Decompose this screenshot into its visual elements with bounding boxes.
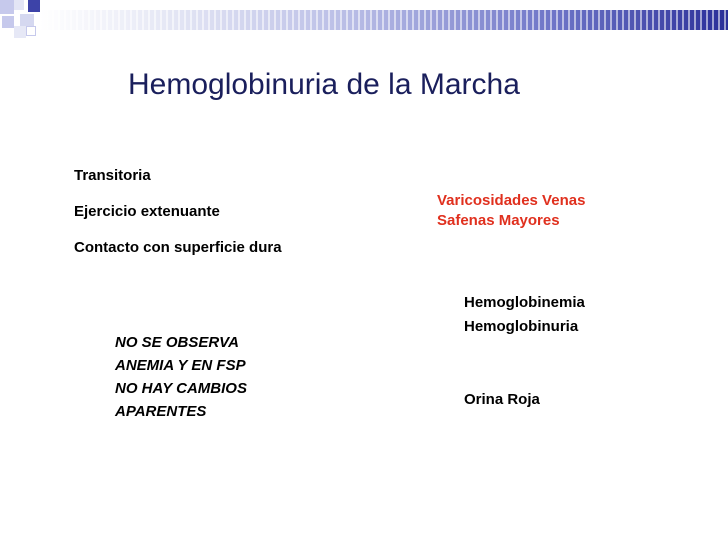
- note-line: Varicosidades Venas: [437, 192, 586, 209]
- condition-list: [74, 166, 282, 274]
- header-stripe-band: [40, 10, 728, 30]
- decor-square: [2, 16, 14, 28]
- observation-line: ANEMIA Y EN FSP: [115, 357, 246, 374]
- note-line: Safenas Mayores: [437, 212, 560, 229]
- list-item: Ejercicio extenuante: [74, 203, 220, 220]
- header-decoration: [0, 0, 728, 50]
- finding-line: Hemoglobinuria: [464, 318, 579, 335]
- list-item: Contacto con superficie dura: [74, 239, 282, 256]
- findings-block: [464, 291, 585, 339]
- decor-square: [26, 26, 36, 36]
- urine-line: Orina Roja: [464, 391, 540, 408]
- urine-block: [464, 388, 540, 412]
- finding-line: Hemoglobinemia: [464, 294, 585, 311]
- observation-line: NO SE OBSERVA: [115, 334, 239, 351]
- decor-square: [0, 0, 14, 14]
- varicose-note: [437, 191, 657, 231]
- observation-line: NO HAY CAMBIOS: [115, 380, 247, 397]
- list-item: Transitoria: [74, 167, 151, 184]
- observation-line: APARENTES: [115, 403, 207, 420]
- decor-square: [14, 26, 26, 38]
- decor-square: [14, 0, 24, 10]
- observation-note: [115, 331, 247, 423]
- decor-square: [28, 0, 40, 12]
- slide-title: Hemoglobinuria de la Marcha: [128, 68, 520, 101]
